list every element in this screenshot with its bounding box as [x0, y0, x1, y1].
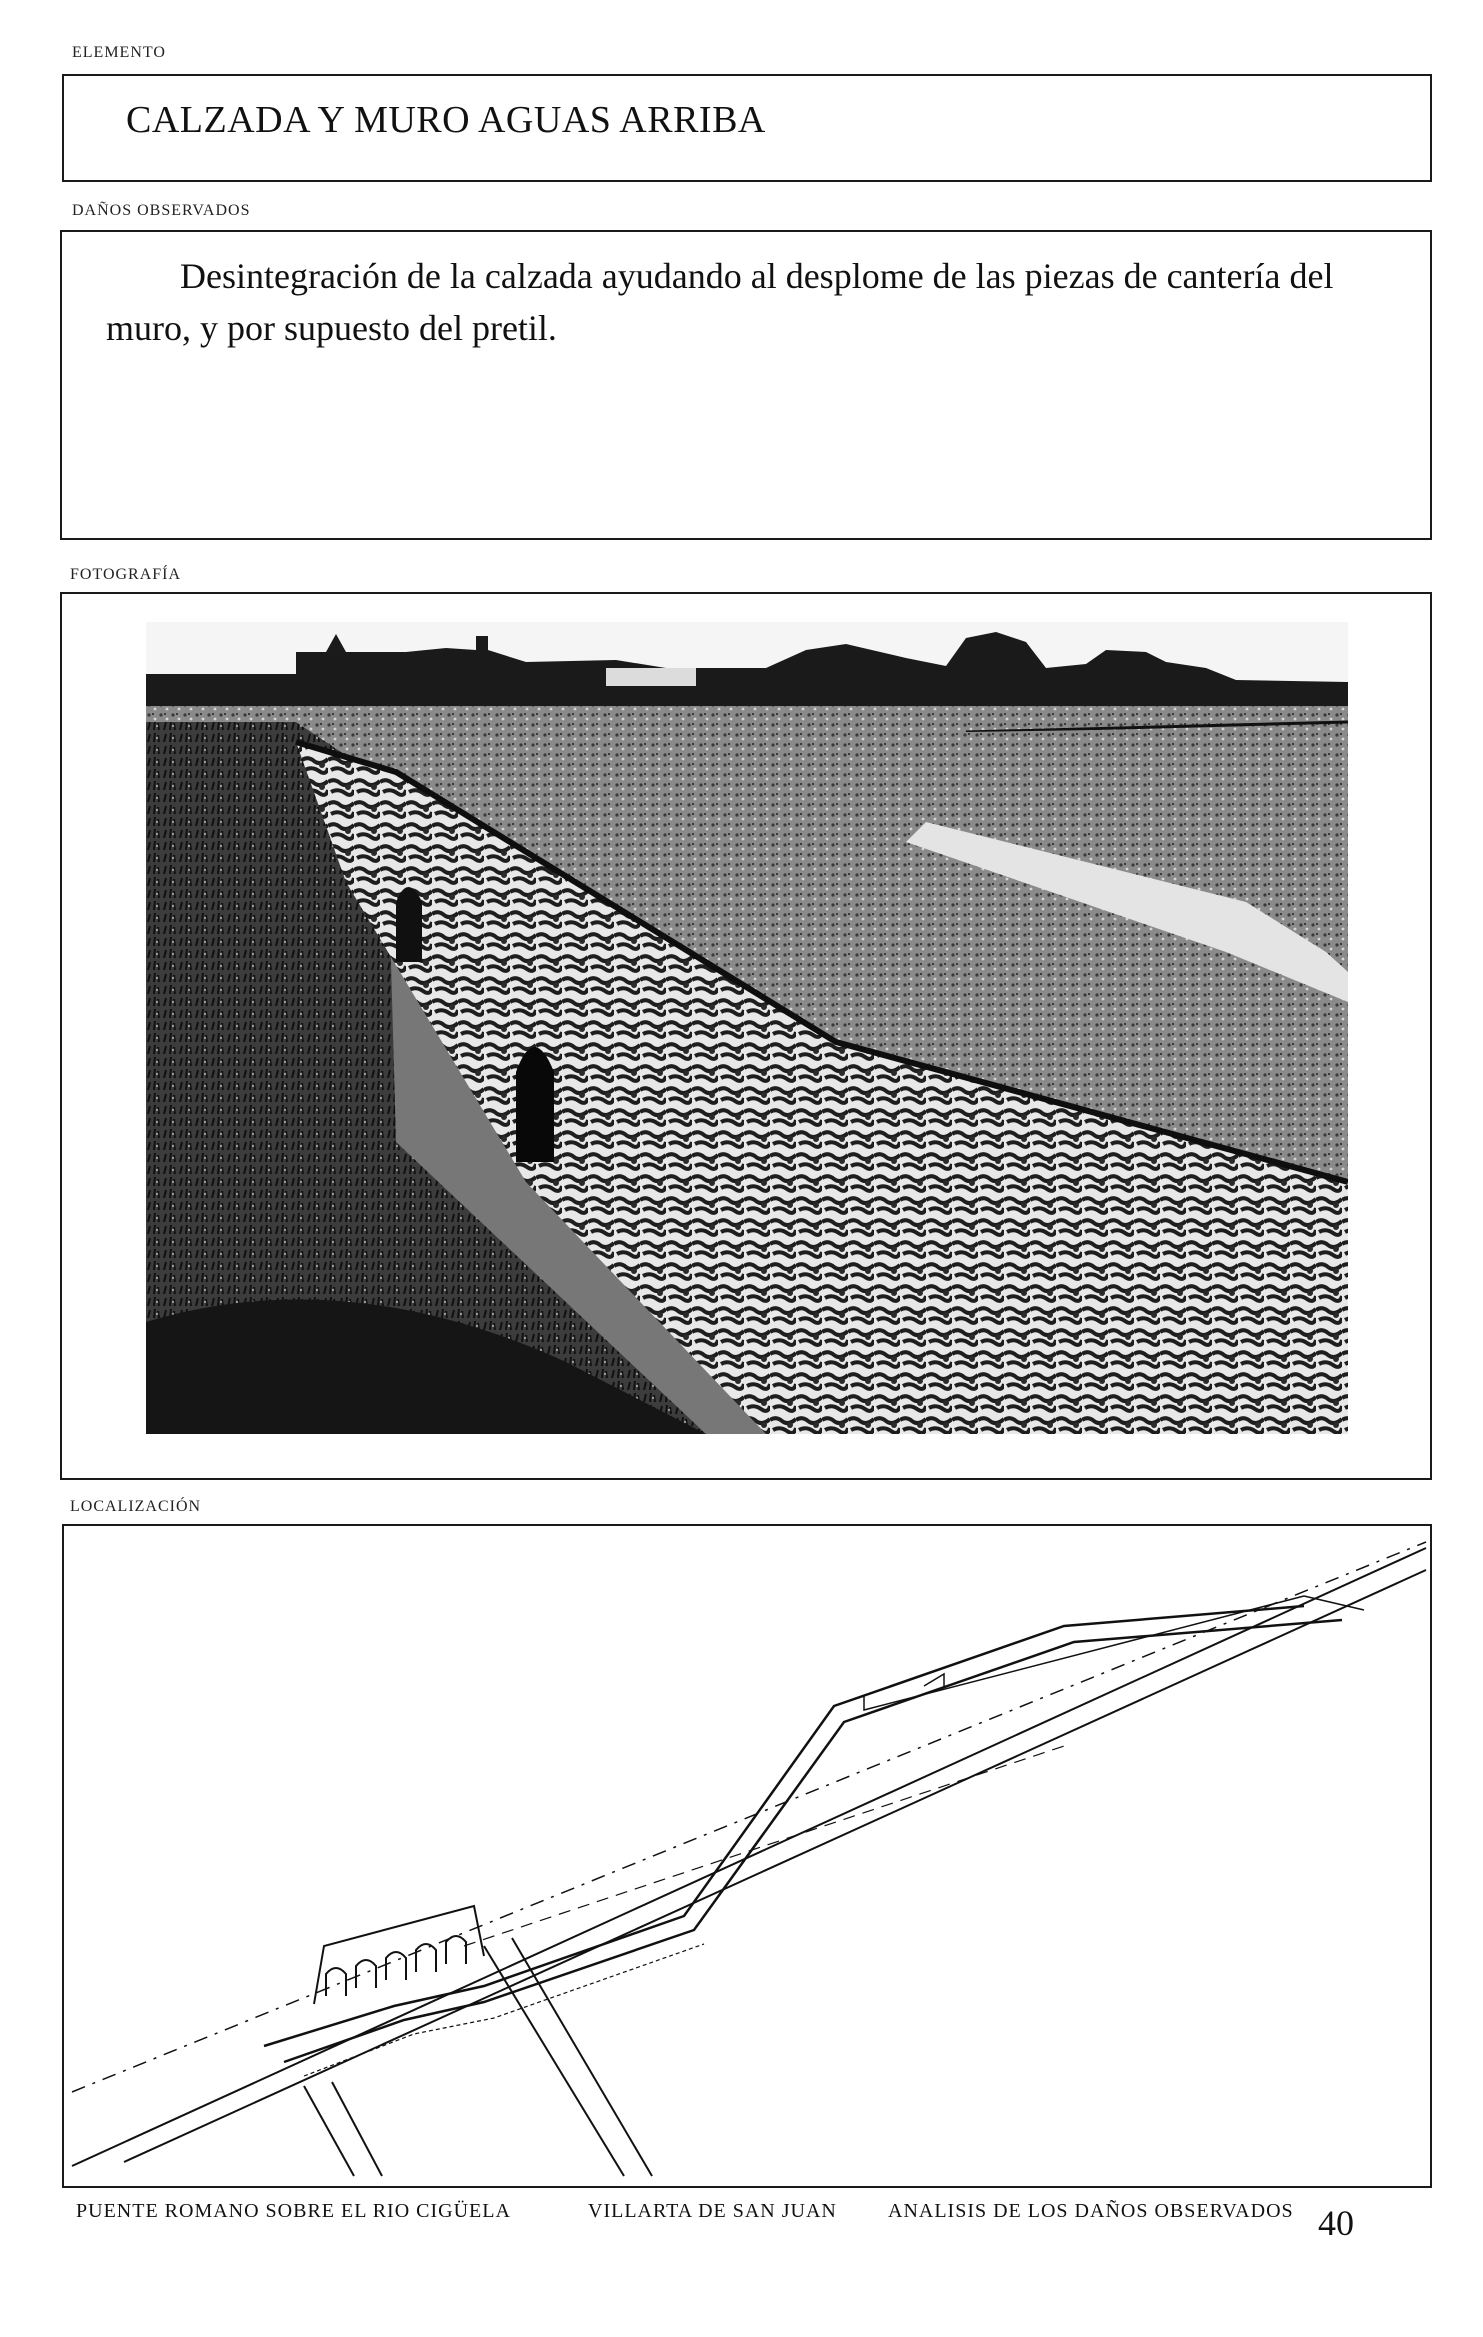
fotografia-box: [60, 592, 1432, 1480]
plan-cross-road: [484, 1946, 624, 2176]
plan-cross-road: [512, 1938, 652, 2176]
footer-project: PUENTE ROMANO SOBRE EL RIO CIGÜELA: [76, 2200, 511, 2222]
elemento-box: [62, 74, 1432, 182]
plan-cross-road: [332, 2082, 382, 2176]
elemento-label: ELEMENTO: [72, 44, 166, 61]
plan-road-edge: [72, 1548, 1426, 2166]
plan-road-edge: [124, 1570, 1426, 2162]
photo-illustration: [146, 622, 1348, 1434]
plan-causeway: [264, 1606, 1304, 2046]
elemento-title: CALZADA Y MURO AGUAS ARRIBA: [126, 99, 766, 141]
plan-cross-road: [304, 2086, 354, 2176]
danos-label: DAÑOS OBSERVADOS: [72, 202, 251, 219]
plan-wall: [924, 1674, 944, 1686]
fotografia-label: FOTOGRAFÍA: [70, 566, 182, 583]
bridge-photograph: [146, 622, 1348, 1434]
danos-description: Desintegración de la calzada ayudando al desplome de las piezas de cantería del muro, y por supuesto del pretil.: [106, 256, 1334, 348]
localizacion-label: LOCALIZACIÓN: [70, 1498, 202, 1515]
location-plan-drawing: [64, 1526, 1430, 2186]
plan-dashed-line: [72, 1542, 1426, 2092]
footer-section: ANALISIS DE LOS DAÑOS OBSERVADOS: [888, 2200, 1294, 2222]
localizacion-box: [62, 1524, 1432, 2188]
plan-hatch: [304, 1944, 704, 2076]
danos-box: [60, 230, 1432, 540]
footer-location: VILLARTA DE SAN JUAN: [588, 2200, 837, 2222]
page-number: 40: [1318, 2203, 1354, 2243]
